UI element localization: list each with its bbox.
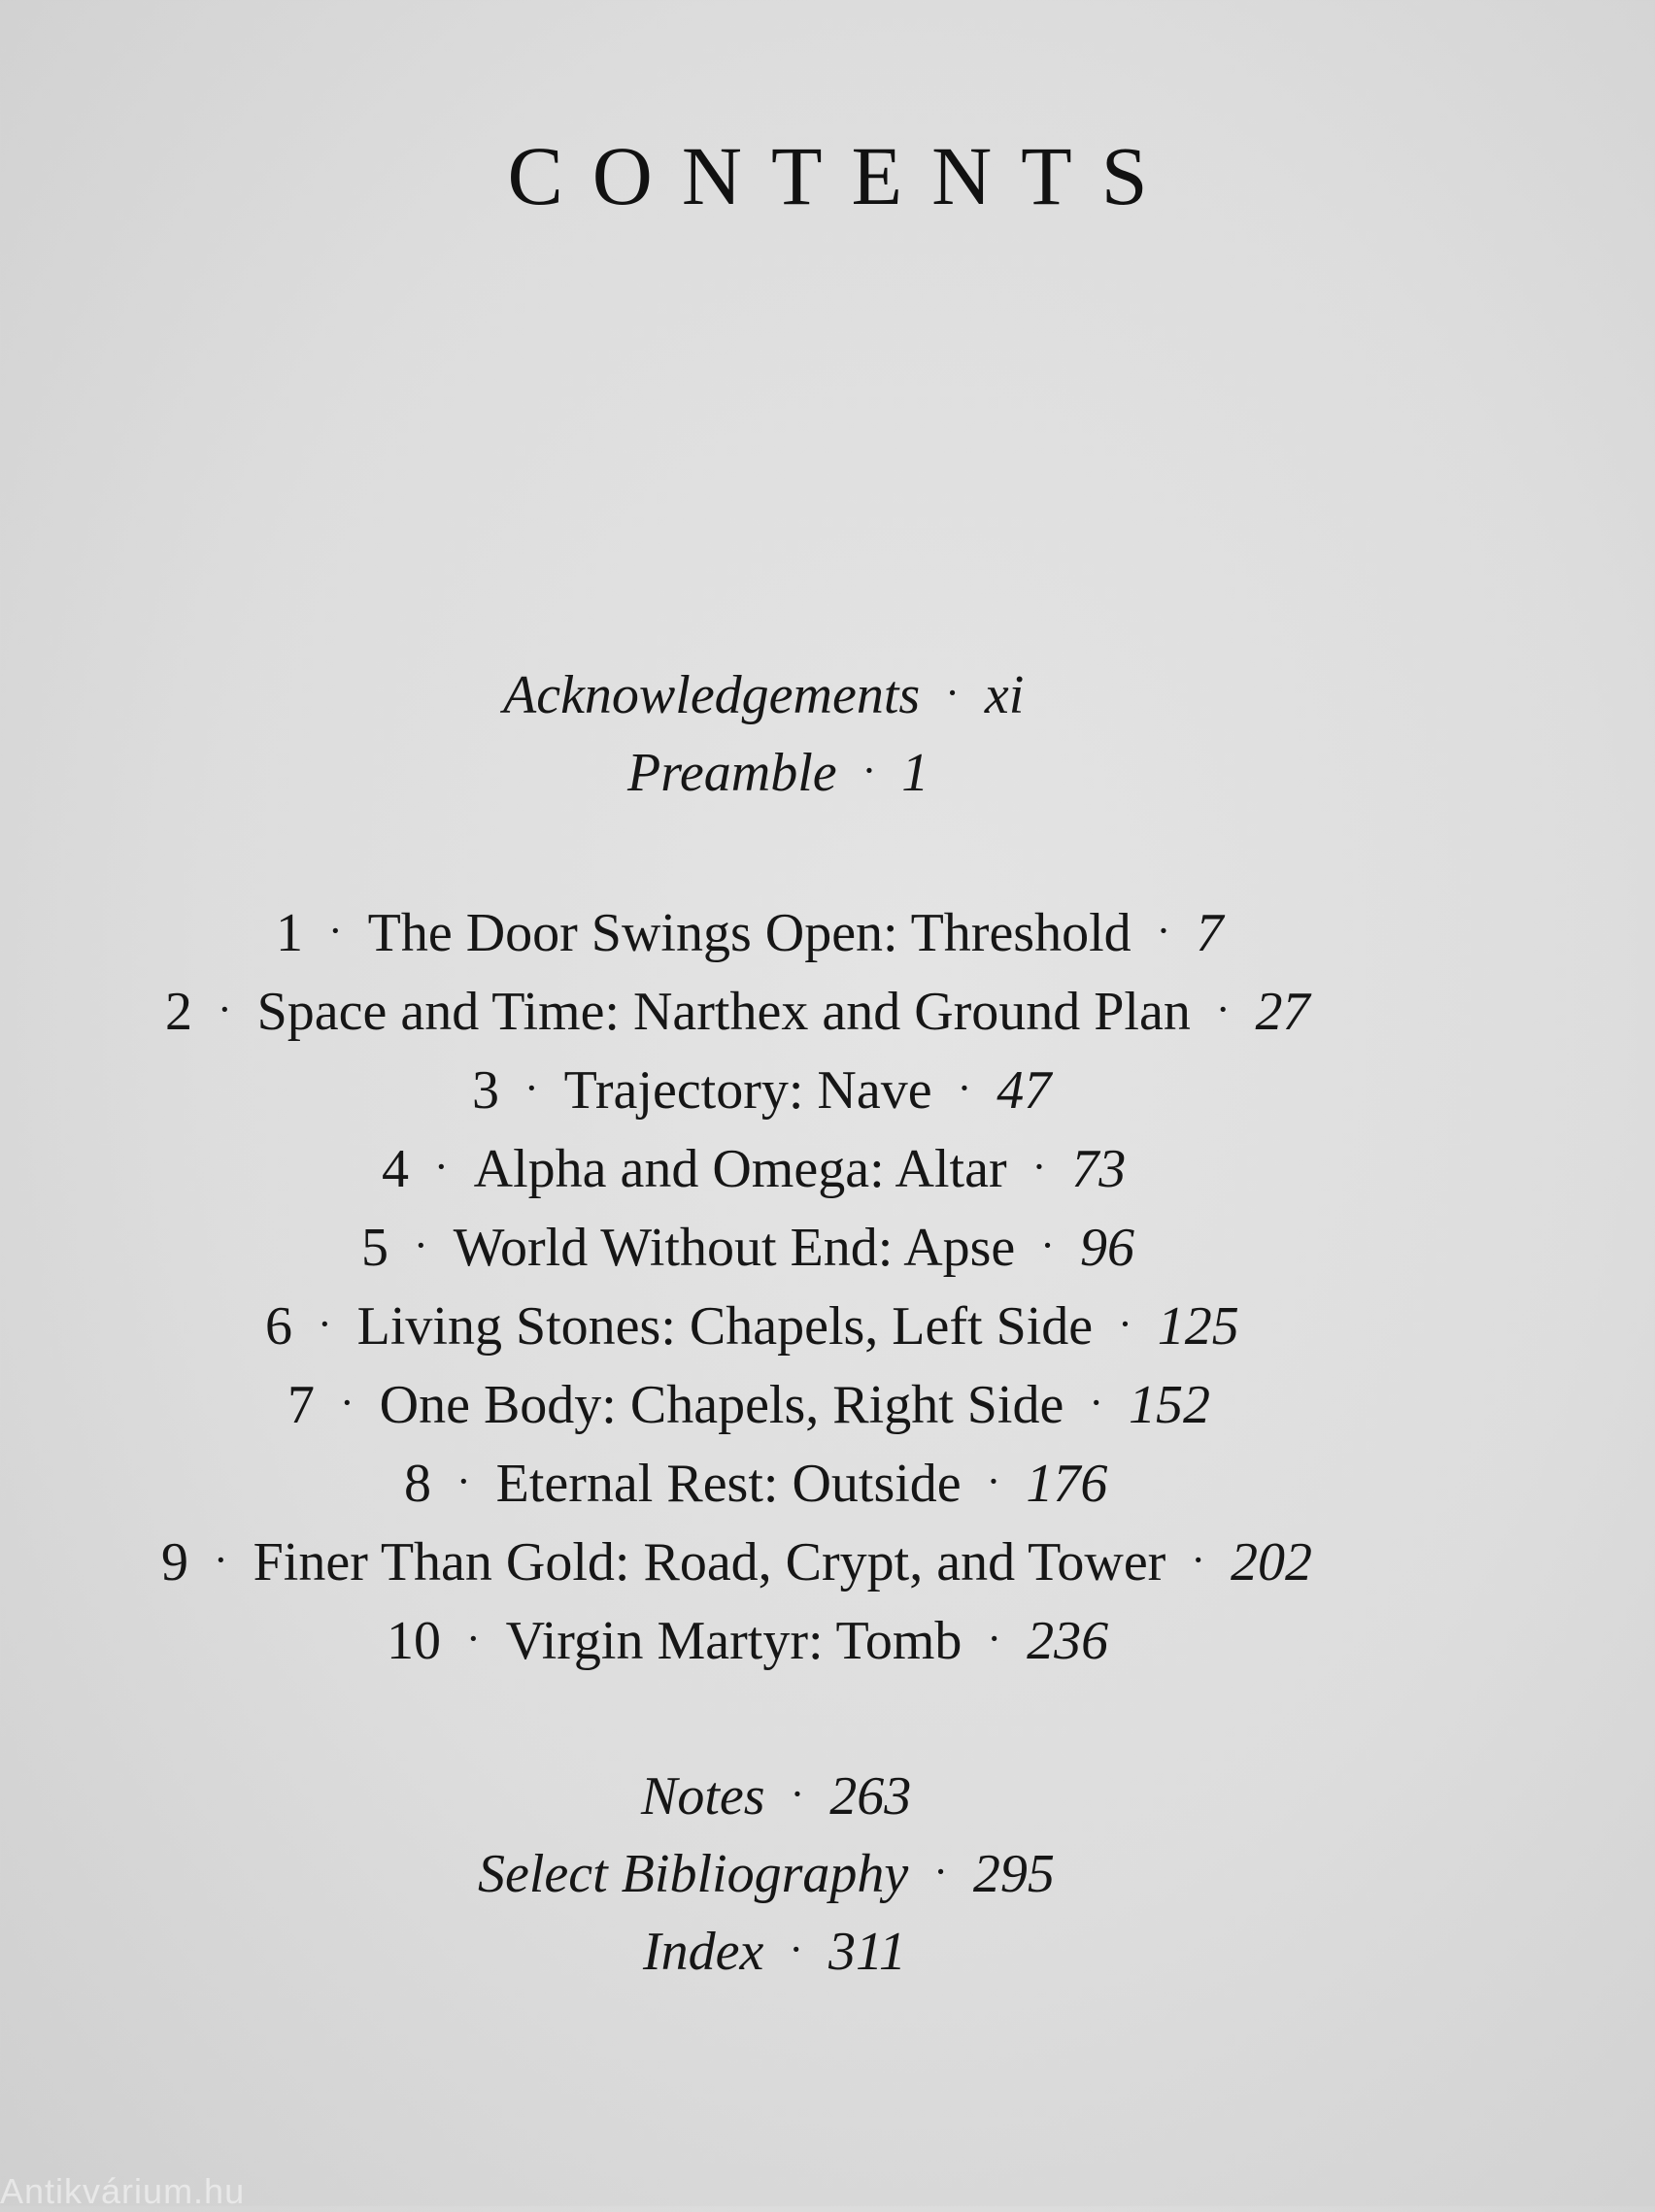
chapter-page: 73 (1071, 1139, 1127, 1199)
chapter-title: The Door Swings Open: Threshold (367, 903, 1131, 963)
toc-chapter-6 (265, 1296, 1239, 1357)
entry-title: Acknowledgements (503, 665, 921, 725)
separator-dot: · (1156, 907, 1171, 955)
watermark-text: Antikvárium.hu (0, 2171, 246, 2211)
chapter-title: Finer Than Gold: Road, Crypt, and Tower (253, 1532, 1166, 1592)
separator-dot: · (957, 1064, 972, 1112)
separator-dot: · (328, 907, 343, 955)
chapter-title: World Without End: Apse (453, 1218, 1016, 1278)
separator-dot: · (434, 1143, 449, 1190)
entry-title: Notes (641, 1766, 765, 1827)
entry-page: 311 (828, 1922, 906, 1982)
chapter-page: 176 (1026, 1454, 1108, 1514)
toc-chapter-2 (165, 982, 1310, 1042)
chapter-title: One Body: Chapels, Right Side (379, 1375, 1064, 1435)
toc-chapter-10 (387, 1611, 1109, 1671)
separator-dot: · (789, 1926, 804, 1973)
chapter-title: Trajectory: Nave (563, 1060, 932, 1121)
toc-chapter-1 (276, 903, 1224, 963)
entry-page: xi (984, 665, 1025, 725)
toc-entry-notes (641, 1766, 912, 1827)
chapter-number: 6 (265, 1296, 292, 1357)
separator-dot: · (861, 747, 877, 794)
separator-dot: · (1089, 1379, 1103, 1426)
toc-chapter-8 (404, 1454, 1108, 1514)
separator-dot: · (218, 986, 232, 1033)
toc-entry-select-bibliography (478, 1844, 1055, 1904)
page-title: CONTENTS (507, 129, 1177, 222)
toc-chapter-3 (472, 1060, 1052, 1121)
chapter-number: 7 (287, 1375, 315, 1435)
chapter-title: Alpha and Omega: Altar (473, 1139, 1007, 1199)
separator-dot: · (456, 1458, 471, 1505)
toc-chapter-5 (361, 1218, 1134, 1278)
entry-title: Index (643, 1922, 764, 1982)
chapter-number: 1 (276, 903, 303, 963)
separator-dot: · (987, 1615, 1002, 1662)
chapter-title: Space and Time: Narthex and Ground Plan (256, 982, 1191, 1042)
separator-dot: · (466, 1615, 481, 1662)
chapter-page: 152 (1128, 1375, 1210, 1435)
chapter-number: 2 (165, 982, 192, 1042)
chapter-number: 10 (387, 1611, 441, 1671)
separator-dot: · (945, 669, 960, 717)
chapter-page: 47 (996, 1060, 1052, 1121)
toc-chapter-4 (382, 1139, 1127, 1199)
entry-title: Select Bibliography (478, 1844, 909, 1904)
entry-title: Preamble (627, 743, 837, 803)
chapter-number: 3 (472, 1060, 499, 1121)
chapter-page: 236 (1027, 1611, 1109, 1671)
entry-page: 263 (829, 1766, 912, 1827)
toc-entry-acknowledgements (503, 665, 1025, 725)
separator-dot: · (414, 1222, 428, 1269)
chapter-title: Living Stones: Chapels, Left Side (356, 1296, 1094, 1357)
separator-dot: · (1215, 986, 1231, 1033)
chapter-title: Eternal Rest: Outside (495, 1454, 962, 1514)
chapter-number: 8 (404, 1454, 431, 1514)
separator-dot: · (1031, 1143, 1047, 1190)
separator-dot: · (340, 1379, 355, 1426)
separator-dot: · (790, 1770, 805, 1818)
chapter-page: 202 (1230, 1532, 1312, 1592)
separator-dot: · (318, 1300, 332, 1348)
chapter-page: 7 (1196, 903, 1224, 963)
chapter-title: Virgin Martyr: Tomb (505, 1611, 963, 1671)
chapter-page: 125 (1157, 1296, 1239, 1357)
separator-dot: · (933, 1848, 948, 1895)
toc-chapter-7 (287, 1375, 1210, 1435)
chapter-number: 9 (161, 1532, 188, 1592)
entry-page: 1 (901, 743, 929, 803)
separator-dot: · (1118, 1300, 1132, 1348)
entry-page: 295 (972, 1844, 1055, 1904)
chapter-page: 27 (1255, 982, 1310, 1042)
chapter-page: 96 (1079, 1218, 1134, 1278)
separator-dot: · (1191, 1536, 1205, 1584)
chapter-number: 5 (361, 1218, 388, 1278)
toc-chapter-9 (161, 1532, 1312, 1592)
separator-dot: · (986, 1458, 1001, 1505)
toc-entry-index (643, 1922, 906, 1982)
separator-dot: · (524, 1064, 539, 1112)
chapter-number: 4 (382, 1139, 409, 1199)
separator-dot: · (214, 1536, 228, 1584)
separator-dot: · (1040, 1222, 1055, 1269)
toc-entry-preamble (627, 743, 929, 803)
